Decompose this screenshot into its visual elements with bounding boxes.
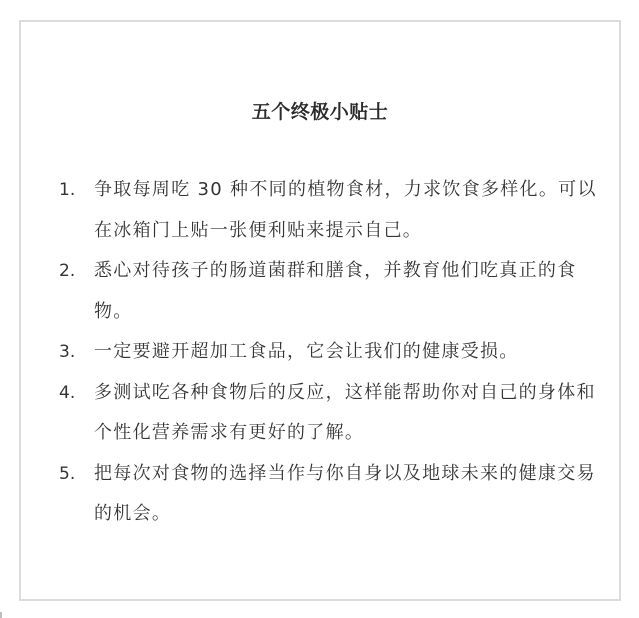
tip-text: 一定要避开超加工食品，它会让我们的健康受损。 (94, 341, 519, 362)
tip-text: 争取每周吃 30 种不同的植物食材，力求饮食多样化。可以在冰箱门上贴一张便利贴来提示自己。 (94, 179, 597, 241)
tip-number: 5. (59, 463, 76, 484)
card-title: 五个终极小贴士 (251, 101, 389, 123)
tip-number: 3. (59, 342, 76, 362)
tip-text: 多测试吃各种食物后的反应，这样能帮助你对自己的身体和个性化营养需求有更好的了解。 (94, 381, 596, 443)
tip-item-4 (59, 373, 599, 454)
tip-text: 悉心对待孩子的肠道菌群和膳食，并教育他们吃真正的食物。 (94, 260, 577, 322)
tip-number: 2. (59, 261, 76, 281)
tip-item-1 (59, 170, 599, 251)
tip-number: 1. (59, 180, 76, 200)
tip-item-3 (59, 332, 599, 373)
tip-number: 4. (59, 382, 76, 403)
tip-text: 把每次对食物的选择当作与你自身以及地球未来的健康交易的机会。 (94, 462, 596, 524)
tips-list (59, 170, 599, 535)
edge-mark (0, 612, 2, 618)
tip-item-5 (59, 454, 599, 535)
tips-card (19, 20, 621, 601)
tip-item-2 (59, 251, 599, 332)
